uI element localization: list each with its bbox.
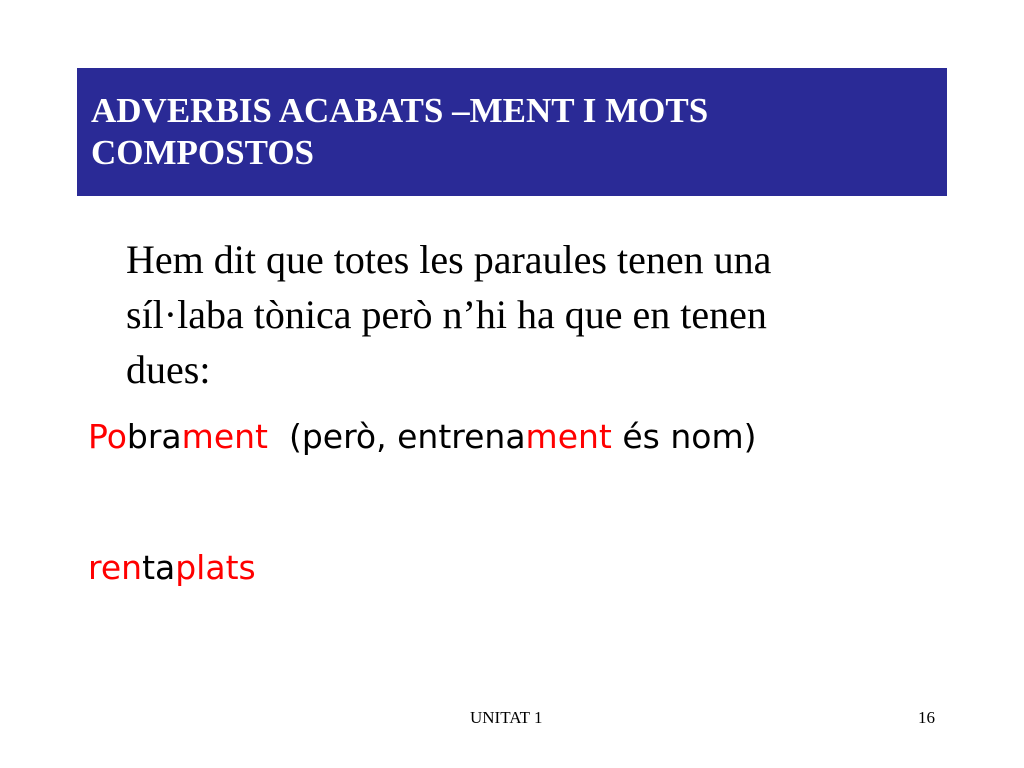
title-banner <box>77 68 947 196</box>
title-line-1: ADVERBIS ACABATS –MENT I MOTS <box>91 91 709 130</box>
footer-unit-label: UNITAT 1 <box>470 708 543 727</box>
page-number: 16 <box>918 708 935 727</box>
example-segment: bra <box>126 417 182 456</box>
body-line-2: síl·laba tònica però n’hi ha que en tenen <box>126 292 767 337</box>
example-segment: ta <box>142 548 176 587</box>
title-line-2: COMPOSTOS <box>91 133 315 172</box>
body-line-1: Hem dit que totes les paraules tenen una <box>126 237 772 282</box>
example-segment: ment <box>181 417 268 456</box>
example-rentaplats <box>88 548 256 588</box>
example-segment: és nom) <box>611 417 757 456</box>
example-segment: ment <box>525 417 612 456</box>
example-segment: plats <box>175 548 256 587</box>
example-segment: (però, entrena <box>267 417 526 456</box>
slide-title <box>91 90 933 174</box>
example-segment: Po <box>88 417 127 456</box>
example-segment: ren <box>88 548 143 587</box>
example-pobrament <box>88 417 756 457</box>
body-paragraph <box>126 232 906 397</box>
body-line-3: dues: <box>126 347 211 392</box>
